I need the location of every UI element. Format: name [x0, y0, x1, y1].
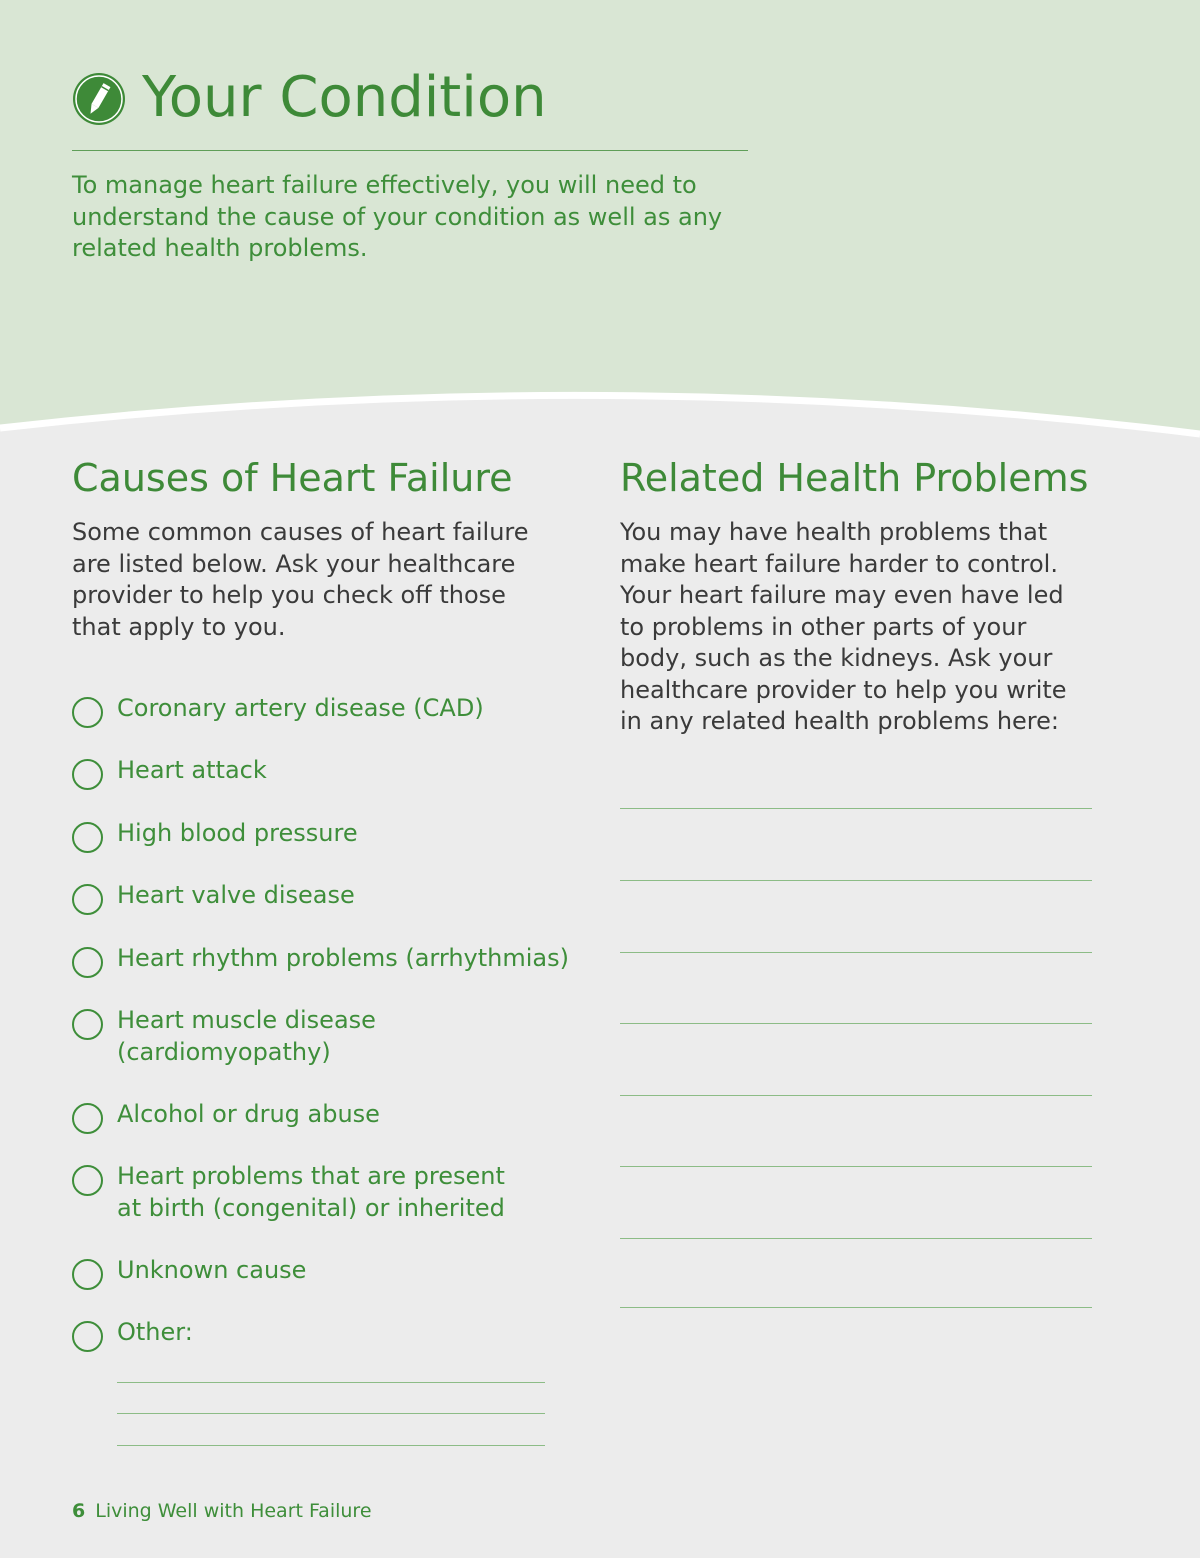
related-write-in-line-6[interactable]: [620, 1166, 1092, 1167]
related-write-in-line-1[interactable]: [620, 808, 1092, 809]
checkbox-circle[interactable]: [72, 1103, 103, 1134]
checklist-label: Heart muscle disease (cardiomyopathy): [117, 1006, 376, 1066]
checklist-label: Other:: [117, 1318, 193, 1346]
checklist-label: Heart problems that are present at birth (congenital) or inherited: [117, 1162, 505, 1222]
pencil-icon: [72, 72, 126, 126]
checklist-label: Coronary artery disease (CAD): [117, 694, 484, 722]
checkbox-circle[interactable]: [72, 697, 103, 728]
checkbox-circle[interactable]: [72, 822, 103, 853]
page-footer: [72, 1500, 372, 1522]
title-divider: [72, 150, 748, 151]
related-description: You may have health problems that make heart failure harder to control. Your heart failure may even have led to problems in other parts of your body, such as the kidneys. Ask your healthcare provider to help you write in any related health problems here:: [620, 518, 1067, 735]
checkbox-circle[interactable]: [72, 1009, 103, 1040]
checklist-label: Heart attack: [117, 756, 267, 784]
checklist-label: High blood pressure: [117, 819, 358, 847]
checkbox-circle[interactable]: [72, 1259, 103, 1290]
intro-text: To manage heart failure effectively, you will need to understand the cause of your condition as well as any related health problems.: [72, 171, 723, 262]
checkbox-circle[interactable]: [72, 1165, 103, 1196]
checklist-label: Heart valve disease: [117, 881, 355, 909]
checklist-label: Unknown cause: [117, 1256, 307, 1284]
related-write-in-line-3[interactable]: [620, 952, 1092, 953]
page-title: Your Condition: [142, 65, 547, 130]
causes-description: Some common causes of heart failure are listed below. Ask your healthcare provider to help you check off those that apply to you.: [72, 518, 529, 641]
related-heading: Related Health Problems: [620, 456, 1089, 500]
checkbox-circle[interactable]: [72, 1321, 103, 1352]
related-write-in-line-2[interactable]: [620, 880, 1092, 881]
related-write-in-line-7[interactable]: [620, 1238, 1092, 1239]
checklist-label: Heart rhythm problems (arrhythmias): [117, 944, 569, 972]
checkbox-circle[interactable]: [72, 884, 103, 915]
checklist-label: Alcohol or drug abuse: [117, 1100, 380, 1128]
checkbox-circle[interactable]: [72, 759, 103, 790]
related-write-in-line-8[interactable]: [620, 1307, 1092, 1308]
header-wave: [0, 370, 1200, 450]
other-write-in-line-3[interactable]: [117, 1445, 545, 1446]
checkbox-circle[interactable]: [72, 947, 103, 978]
footer-title: Living Well with Heart Failure: [95, 1500, 372, 1522]
related-write-in-line-4[interactable]: [620, 1023, 1092, 1024]
page-number: 6: [72, 1500, 86, 1522]
other-write-in-line-1[interactable]: [117, 1382, 545, 1383]
other-write-in-line-2[interactable]: [117, 1413, 545, 1414]
causes-heading: Causes of Heart Failure: [72, 456, 513, 500]
related-write-in-line-5[interactable]: [620, 1095, 1092, 1096]
